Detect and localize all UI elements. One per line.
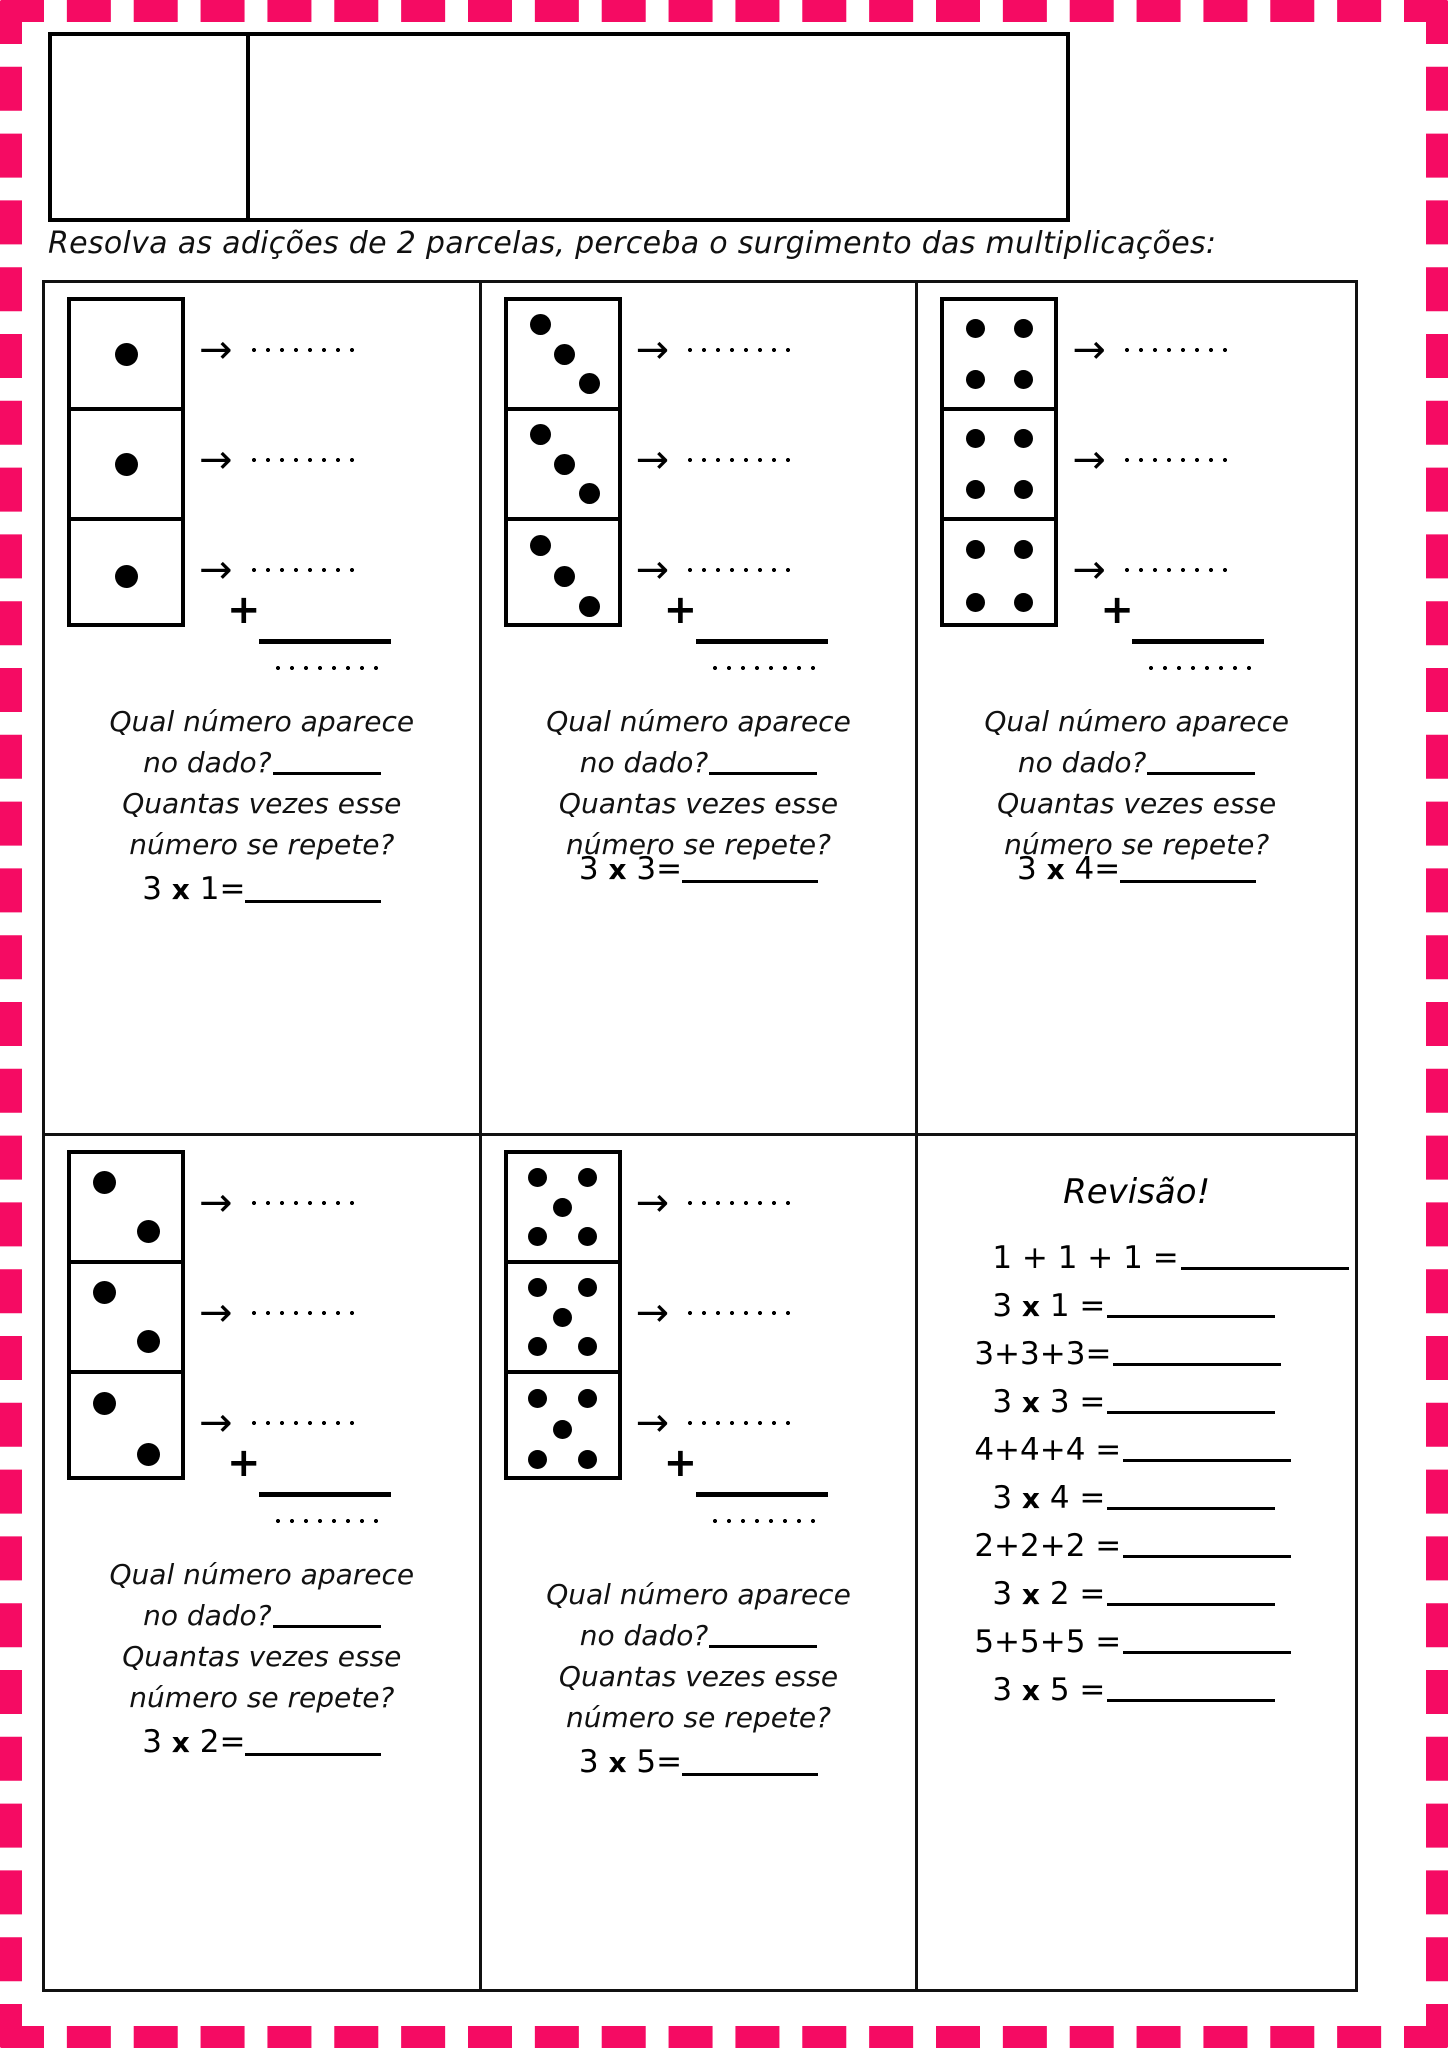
pip-dot [579, 483, 600, 504]
revisao-panel [918, 1136, 1355, 1989]
domino-3 [940, 297, 1058, 627]
question-line-1: Qual número aparece [109, 705, 415, 738]
addend-dotted-blank[interactable] [1120, 345, 1230, 355]
sum-rule-line [1132, 639, 1264, 644]
die-face [508, 521, 618, 631]
pip-dot [553, 1198, 572, 1217]
eq-mul-symbol: x [171, 873, 190, 906]
revisao-answer-blank[interactable] [1107, 1507, 1275, 1510]
cell-equation-3 [918, 851, 1355, 887]
addend-row [635, 1290, 794, 1336]
addend-row [199, 547, 357, 593]
question-line-2: no dado? [936, 742, 1337, 783]
die-face [71, 521, 181, 631]
answer-blank[interactable] [709, 1645, 817, 1648]
equation-answer-blank[interactable] [245, 1753, 381, 1756]
sum-dotted-blank[interactable] [708, 1516, 818, 1526]
pip-dot [554, 566, 575, 587]
pip-dot [1014, 540, 1033, 559]
revisao-row [974, 1576, 1275, 1612]
arrow-right-icon: → [199, 1180, 233, 1226]
pip-dot [115, 343, 138, 366]
pip-dot [578, 1450, 597, 1469]
addend-row [199, 327, 357, 373]
revisao-expression: 3 x 5 = [992, 1672, 1106, 1708]
exercise-cell-1 [45, 283, 482, 1136]
addend-dotted-blank[interactable] [683, 345, 793, 355]
eq-right: 4 [1074, 851, 1095, 887]
revisao-row [974, 1384, 1275, 1420]
domino-5 [504, 1150, 622, 1480]
revisao-row [974, 1528, 1291, 1564]
eq-equals: = [656, 1744, 683, 1780]
sum-dotted-blank[interactable] [1144, 663, 1254, 673]
eq-equals: = [1094, 851, 1121, 887]
pip-dot [1014, 370, 1033, 389]
revisao-title: Revisão! [1063, 1172, 1211, 1212]
pip-dot [578, 1278, 597, 1297]
arrow-right-icon: → [1072, 327, 1106, 373]
pip-dot [528, 1227, 547, 1246]
revisao-answer-blank[interactable] [1107, 1411, 1275, 1414]
pip-dot [530, 424, 551, 445]
addend-dotted-blank[interactable] [1120, 455, 1230, 465]
domino-block-2 [504, 297, 916, 697]
sum-dotted-blank[interactable] [271, 663, 381, 673]
revisao-answer-blank[interactable] [1181, 1267, 1349, 1270]
exercise-grid [42, 280, 1358, 1992]
revisao-expression: 3 x 1 = [992, 1288, 1106, 1324]
pip-dot [554, 344, 575, 365]
pip-dot [554, 454, 575, 475]
exercise-cell-3 [918, 283, 1355, 1136]
pip-dot [966, 593, 985, 612]
addend-dotted-blank[interactable] [683, 1198, 793, 1208]
revisao-expression: 3 x 3 = [992, 1384, 1106, 1420]
cell-equation-1 [45, 871, 479, 907]
addend-dotted-blank[interactable] [247, 345, 357, 355]
addend-row [635, 547, 794, 593]
domino-2 [504, 297, 622, 627]
pip-dot [137, 1220, 160, 1243]
question-line-4: número se repete? [565, 1701, 832, 1734]
addend-row [635, 1400, 794, 1446]
sum-rule-line [696, 639, 828, 644]
revisao-row [974, 1672, 1275, 1708]
die-face [508, 1154, 618, 1264]
question-line-3: Quantas vezes esse [558, 1660, 839, 1693]
revisao-expression: 4+4+4 = [974, 1432, 1122, 1468]
addend-dotted-blank[interactable] [683, 1418, 793, 1428]
answer-blank[interactable] [1147, 772, 1255, 775]
pip-dot [578, 1168, 597, 1187]
arrow-right-icon: → [199, 437, 233, 483]
eq-left: 3 [578, 851, 599, 887]
question-line-3: Quantas vezes esse [997, 787, 1277, 820]
eq-right: 3 [636, 851, 657, 887]
revisao-row [974, 1480, 1275, 1516]
domino-block-4 [67, 1150, 479, 1550]
arrow-right-icon: → [199, 1400, 233, 1446]
sum-dotted-blank[interactable] [708, 663, 818, 673]
pip-dot [528, 1389, 547, 1408]
die-face [508, 411, 618, 521]
pip-dot [966, 540, 985, 559]
addend-row [199, 1290, 357, 1336]
pip-dot [1014, 480, 1033, 499]
die-face [508, 1264, 618, 1374]
question-line-2: no dado? [500, 742, 898, 783]
revisao-expression: 5+5+5 = [974, 1624, 1122, 1660]
eq-equals: = [219, 1724, 246, 1760]
eq-right: 1 [199, 871, 220, 907]
question-block-4 [45, 1554, 479, 1718]
revisao-row [974, 1336, 1281, 1372]
eq-mul-symbol: x [608, 1746, 627, 1779]
plus-sign: + [227, 587, 261, 633]
revisao-answer-blank[interactable] [1123, 1651, 1291, 1654]
plus-sign: + [227, 1440, 261, 1486]
question-line-3: Quantas vezes esse [558, 787, 839, 820]
revisao-row [974, 1240, 1348, 1276]
addend-row [199, 1180, 357, 1226]
pip-dot [530, 314, 551, 335]
header-name-boxes [48, 32, 1070, 222]
addend-row [635, 327, 794, 373]
multiplication-symbol: x [1021, 1482, 1040, 1515]
eq-right: 5 [636, 1744, 657, 1780]
domino-block-1 [67, 297, 479, 697]
question-line-4: número se repete? [565, 828, 832, 861]
addend-row [635, 437, 794, 483]
pip-dot [528, 1278, 547, 1297]
pip-dot [530, 535, 551, 556]
plus-sign: + [663, 1440, 698, 1486]
die-face [508, 301, 618, 411]
pip-dot [137, 1443, 160, 1466]
die-face [944, 301, 1054, 411]
multiplication-symbol: x [1021, 1578, 1040, 1611]
addend-row [1072, 327, 1230, 373]
pip-dot [1014, 593, 1033, 612]
header-box-right[interactable] [250, 36, 1066, 218]
pip-dot [966, 319, 985, 338]
question-block-1 [45, 701, 479, 865]
pip-dot [966, 370, 985, 389]
arrow-right-icon: → [199, 547, 233, 593]
arrow-right-icon: → [635, 1400, 670, 1446]
die-face [944, 411, 1054, 521]
revisao-row [974, 1288, 1275, 1324]
arrow-right-icon: → [199, 327, 233, 373]
question-line-3: Quantas vezes esse [122, 1640, 402, 1673]
plus-sign: + [663, 587, 698, 633]
question-block-3 [918, 701, 1355, 865]
eq-equals: = [219, 871, 246, 907]
arrow-right-icon: → [635, 437, 670, 483]
sum-rule-line [696, 1492, 828, 1497]
question-line-2: no dado? [500, 1615, 898, 1656]
die-face [71, 411, 181, 521]
pip-dot [553, 1308, 572, 1327]
equation-answer-blank[interactable] [682, 880, 818, 883]
revisao-content [918, 1136, 1355, 1989]
equation-answer-blank[interactable] [1120, 880, 1256, 883]
revisao-answer-blank[interactable] [1107, 1315, 1275, 1318]
worksheet-sheet [42, 28, 1406, 2018]
eq-left: 3 [142, 1724, 162, 1760]
revisao-expression: 2+2+2 = [974, 1528, 1122, 1564]
die-face [944, 521, 1054, 631]
pip-dot [578, 1227, 597, 1246]
question-block-5 [482, 1574, 916, 1738]
pip-dot [578, 1389, 597, 1408]
answer-blank[interactable] [273, 772, 381, 775]
arrow-right-icon: → [1072, 437, 1106, 483]
pip-dot [528, 1337, 547, 1356]
revisao-answer-blank[interactable] [1113, 1363, 1281, 1366]
revisao-expression: 3 x 4 = [992, 1480, 1106, 1516]
eq-left: 3 [578, 1744, 599, 1780]
exercise-cell-5 [482, 1136, 919, 1989]
revisao-row [974, 1432, 1291, 1468]
multiplication-symbol: x [1021, 1674, 1040, 1707]
revisao-row [974, 1624, 1291, 1660]
answer-blank[interactable] [273, 1625, 381, 1628]
addend-dotted-blank[interactable] [247, 455, 357, 465]
revisao-expression: 3 x 2 = [992, 1576, 1106, 1612]
plus-sign: + [1100, 587, 1134, 633]
die-face [508, 1374, 618, 1484]
addend-row [1072, 547, 1230, 593]
cell-equation-5 [482, 1744, 916, 1780]
addend-dotted-blank[interactable] [683, 455, 793, 465]
die-face [71, 1374, 181, 1484]
pip-dot [578, 1337, 597, 1356]
pip-dot [966, 480, 985, 499]
cell-equation-2 [482, 851, 916, 887]
revisao-answer-blank[interactable] [1107, 1603, 1275, 1606]
pip-dot [93, 1171, 116, 1194]
pip-dot [966, 429, 985, 448]
pip-dot [1014, 429, 1033, 448]
pip-dot [528, 1168, 547, 1187]
eq-left: 3 [142, 871, 162, 907]
eq-equals: = [656, 851, 683, 887]
pip-dot [579, 373, 600, 394]
revisao-expression: 3+3+3= [974, 1336, 1112, 1372]
exercise-cell-4 [45, 1136, 482, 1989]
question-line-1: Qual número aparece [546, 705, 851, 738]
pip-dot [528, 1450, 547, 1469]
pip-dot [579, 596, 600, 617]
addend-dotted-blank[interactable] [1120, 565, 1230, 575]
pip-dot [93, 1281, 116, 1304]
question-line-1: Qual número aparece [109, 1558, 415, 1591]
header-box-left[interactable] [52, 36, 250, 218]
addend-row [199, 437, 357, 483]
question-block-2 [482, 701, 916, 865]
equation-answer-blank[interactable] [245, 900, 381, 903]
domino-block-3 [940, 297, 1355, 697]
exercise-cell-2 [482, 283, 919, 1136]
question-line-2: no dado? [63, 742, 461, 783]
addend-dotted-blank[interactable] [247, 1418, 357, 1428]
eq-mul-symbol: x [1046, 853, 1065, 886]
question-line-4: número se repete? [129, 1681, 395, 1714]
die-face [71, 301, 181, 411]
revisao-expression: 1 + 1 + 1 = [992, 1240, 1179, 1276]
eq-mul-symbol: x [608, 853, 627, 886]
domino-4 [67, 1150, 185, 1480]
addend-dotted-blank[interactable] [247, 1308, 357, 1318]
eq-right: 2 [199, 1724, 220, 1760]
pip-dot [115, 453, 138, 476]
die-face [71, 1264, 181, 1374]
arrow-right-icon: → [1072, 547, 1106, 593]
arrow-right-icon: → [635, 547, 670, 593]
question-line-4: número se repete? [1004, 828, 1270, 861]
addend-dotted-blank[interactable] [683, 1308, 793, 1318]
revisao-answer-blank[interactable] [1107, 1699, 1275, 1702]
addend-row [1072, 437, 1230, 483]
sum-rule-line [259, 1492, 391, 1497]
multiplication-symbol: x [1021, 1386, 1040, 1419]
domino-block-5 [504, 1150, 916, 1550]
die-face [71, 1154, 181, 1264]
eq-left: 3 [1017, 851, 1037, 887]
equation-answer-blank[interactable] [682, 1773, 818, 1776]
question-line-4: número se repete? [129, 828, 395, 861]
answer-blank[interactable] [709, 772, 817, 775]
addend-row [199, 1400, 357, 1446]
question-line-2: no dado? [63, 1595, 461, 1636]
instruction-text: Resolva as adições de 2 parcelas, perceba o surgimento das multiplicações: [48, 226, 1217, 261]
eq-mul-symbol: x [171, 1726, 190, 1759]
pip-dot [115, 565, 138, 588]
arrow-right-icon: → [199, 1290, 233, 1336]
question-line-3: Quantas vezes esse [122, 787, 402, 820]
addend-dotted-blank[interactable] [247, 565, 357, 575]
revisao-equation-list [948, 1240, 1325, 1708]
pip-dot [553, 1420, 572, 1439]
addend-dotted-blank[interactable] [683, 565, 793, 575]
arrow-right-icon: → [635, 1290, 670, 1336]
addend-dotted-blank[interactable] [247, 1198, 357, 1208]
addend-row [635, 1180, 794, 1226]
arrow-right-icon: → [635, 327, 670, 373]
pip-dot [93, 1392, 116, 1415]
pip-dot [1014, 319, 1033, 338]
domino-1 [67, 297, 185, 627]
revisao-answer-blank[interactable] [1123, 1555, 1291, 1558]
pip-dot [137, 1330, 160, 1353]
cell-equation-4 [45, 1724, 479, 1760]
sum-rule-line [259, 639, 391, 644]
arrow-right-icon: → [635, 1180, 670, 1226]
sum-dotted-blank[interactable] [271, 1516, 381, 1526]
question-line-1: Qual número aparece [984, 705, 1289, 738]
multiplication-symbol: x [1021, 1290, 1040, 1323]
question-line-1: Qual número aparece [546, 1578, 851, 1611]
revisao-answer-blank[interactable] [1123, 1459, 1291, 1462]
